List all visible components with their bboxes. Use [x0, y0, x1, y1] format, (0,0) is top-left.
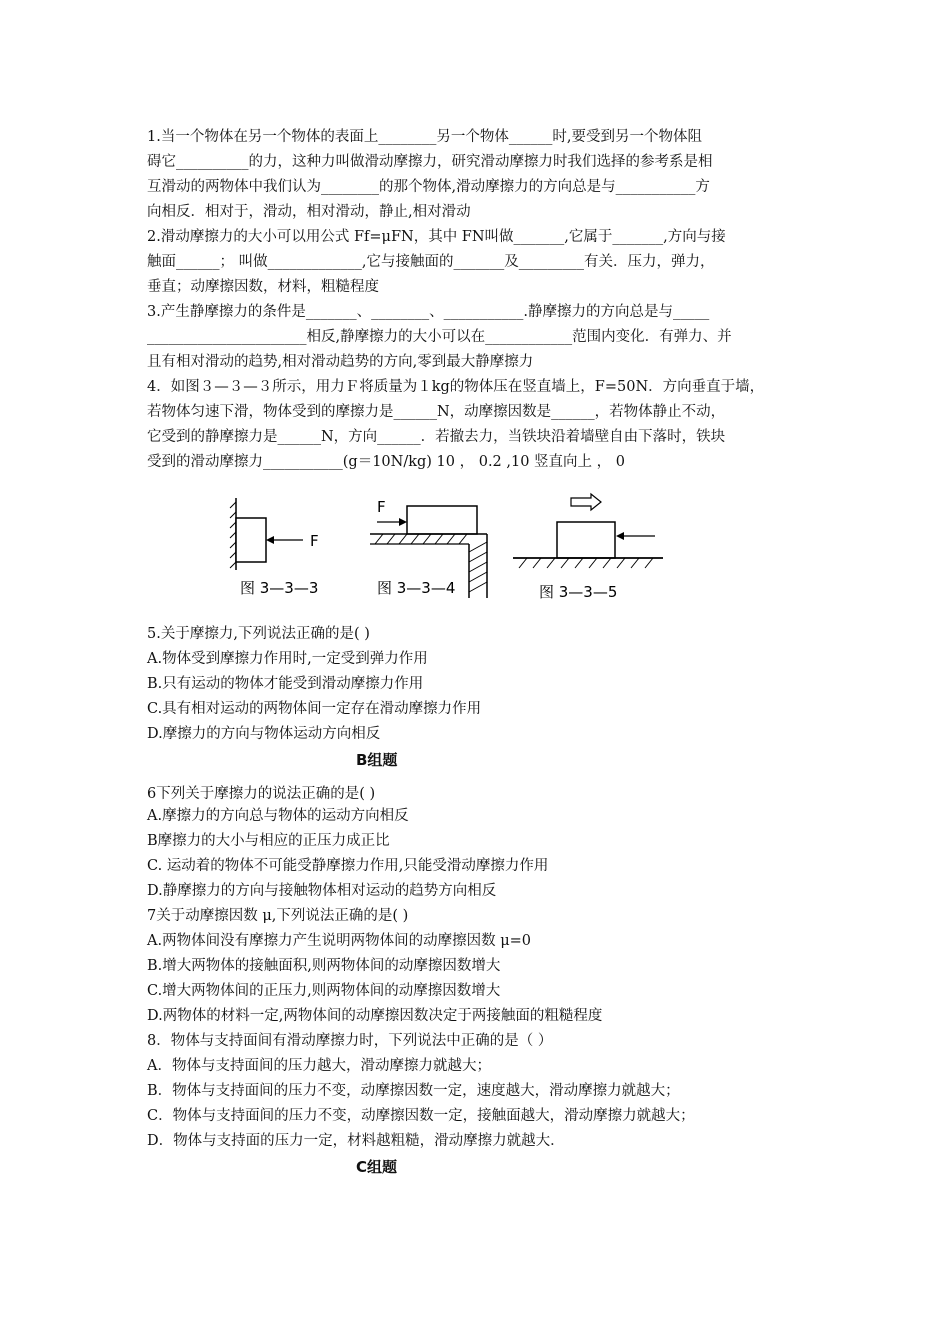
figure-3-3-5: [505, 490, 670, 605]
q1-line-3: 互滑动的两物体中我们认为________的那个物体,滑动摩擦力的方向总是与___________方: [147, 179, 710, 195]
q6-option-d: D.静摩擦力的方向与接触物体相对运动的趋势方向相反: [147, 883, 497, 899]
velocity-arrow-icon: [571, 494, 601, 510]
q4-line-1: 4．如图３—３—３所示，用力Ｆ将质量为１kg的物体压在竖直墙上，F=50N．方向垂直于墙，: [147, 379, 765, 395]
q3-line-2: ______________________相反,静摩擦力的大小可以在____________范围内变化．有弹力、并: [147, 329, 732, 345]
q6-option-a: A.摩擦力的方向总与物体的运动方向相反: [147, 808, 409, 824]
q6-option-c: C. 运动着的物体不可能受静摩擦力作用,只能受滑动摩擦力作用: [147, 858, 549, 874]
q7-option-b: B.增大两物体的接触面积,则两物体间的动摩擦因数增大: [147, 958, 501, 974]
q2-line-1: 2.滑动摩擦力的大小可以用公式 Ff=μFN，其中 FN叫做_______,它属于_______,方向与接: [147, 229, 726, 245]
figure-3-3-4-force-label: F: [377, 498, 386, 516]
q1-line-1: 1.当一个物体在另一个物体的表面上________另一个物体______时,要受到另一个物体阻: [147, 129, 702, 145]
figure-3-3-3: [228, 490, 348, 605]
q8-option-b: B．物体与支持面间的压力不变，动摩擦因数一定，速度越大，滑动摩擦力就越大；: [147, 1083, 680, 1099]
figure-3-3-5-caption: 图 3—3—5: [539, 583, 618, 601]
section-heading-b: B组题: [356, 751, 398, 769]
figure-3-3-3-caption: 图 3—3—3: [240, 579, 319, 597]
section-heading-c: C组题: [356, 1158, 398, 1176]
q5-option-d: D.摩擦力的方向与物体运动方向相反: [147, 726, 381, 742]
q4-line-4: 受到的滑动摩擦力___________(g＝10N/kg) 10 ， 0.2 ,10 竖直向上 ， 0: [147, 454, 625, 470]
q8-stem: 8．物体与支持面间有滑动摩擦力时，下列说法中正确的是（ ）: [147, 1033, 553, 1049]
q8-option-d: D．物体与支持面的压力一定，材料越粗糙，滑动摩擦力就越大．: [147, 1133, 565, 1149]
q8-option-a: A．物体与支持面间的压力越大，滑动摩擦力就越大；: [147, 1058, 491, 1074]
q5-option-b: B.只有运动的物体才能受到滑动摩擦力作用: [147, 676, 424, 692]
figure-3-3-3-force-label: F: [310, 532, 319, 550]
q3-line-1: 3.产生静摩擦力的条件是_______、________、___________.静摩擦力的方向总是与_____: [147, 304, 710, 320]
q6-stem: 6下列关于摩擦力的说法正确的是( ): [147, 786, 376, 802]
q1-answer: 向相反．相对于，滑动，相对滑动，静止,相对滑动: [147, 204, 471, 220]
q5-option-c: C.具有相对运动的两物体间一定存在滑动摩擦力作用: [147, 701, 482, 717]
q6-option-b: B摩擦力的大小与相应的正压力成正比: [147, 833, 390, 849]
q1-line-2: 碍它__________的力，这种力叫做滑动摩擦力，研究滑动摩擦力时我们选择的参考系是相: [147, 154, 713, 170]
q7-option-c: C.增大两物体间的正压力,则两物体间的动摩擦因数增大: [147, 983, 501, 999]
figure-3-3-4-caption: 图 3—3—4: [377, 579, 456, 597]
q2-line-2: 触面______； 叫做_____________,它与接触面的_______及_________有关．压力，弹力，: [147, 254, 715, 270]
q5-option-a: A.物体受到摩擦力作用时,一定受到弹力作用: [147, 651, 428, 667]
q5-stem: 5.关于摩擦力,下列说法正确的是( ): [147, 626, 370, 642]
q7-stem: 7关于动摩擦因数 μ,下列说法正确的是( ): [147, 908, 409, 924]
q4-line-3: 它受到的静摩擦力是______N，方向______．若撤去力，当铁块沿着墙壁自由下落时，铁块: [147, 429, 726, 445]
q3-answer: 且有相对滑动的趋势,相对滑动趋势的方向,零到最大静摩擦力: [147, 354, 534, 370]
q2-answer: 垂直；动摩擦因数，材料，粗糙程度: [147, 279, 379, 295]
q4-line-2: 若物体匀速下滑，物体受到的摩擦力是______N，动摩擦因数是______，若物体静止不动，: [147, 404, 726, 420]
q7-option-d: D.两物体的材料一定,两物体间的动摩擦因数决定于两接触面的粗糙程度: [147, 1008, 603, 1024]
q8-option-c: C．物体与支持面间的压力不变，动摩擦因数一定，接触面越大，滑动摩擦力就越大；: [147, 1108, 695, 1124]
figure-3-3-4: [365, 490, 500, 605]
q7-option-a: A.两物体间没有摩擦力产生说明两物体间的动摩擦因数 μ=0: [147, 933, 531, 949]
